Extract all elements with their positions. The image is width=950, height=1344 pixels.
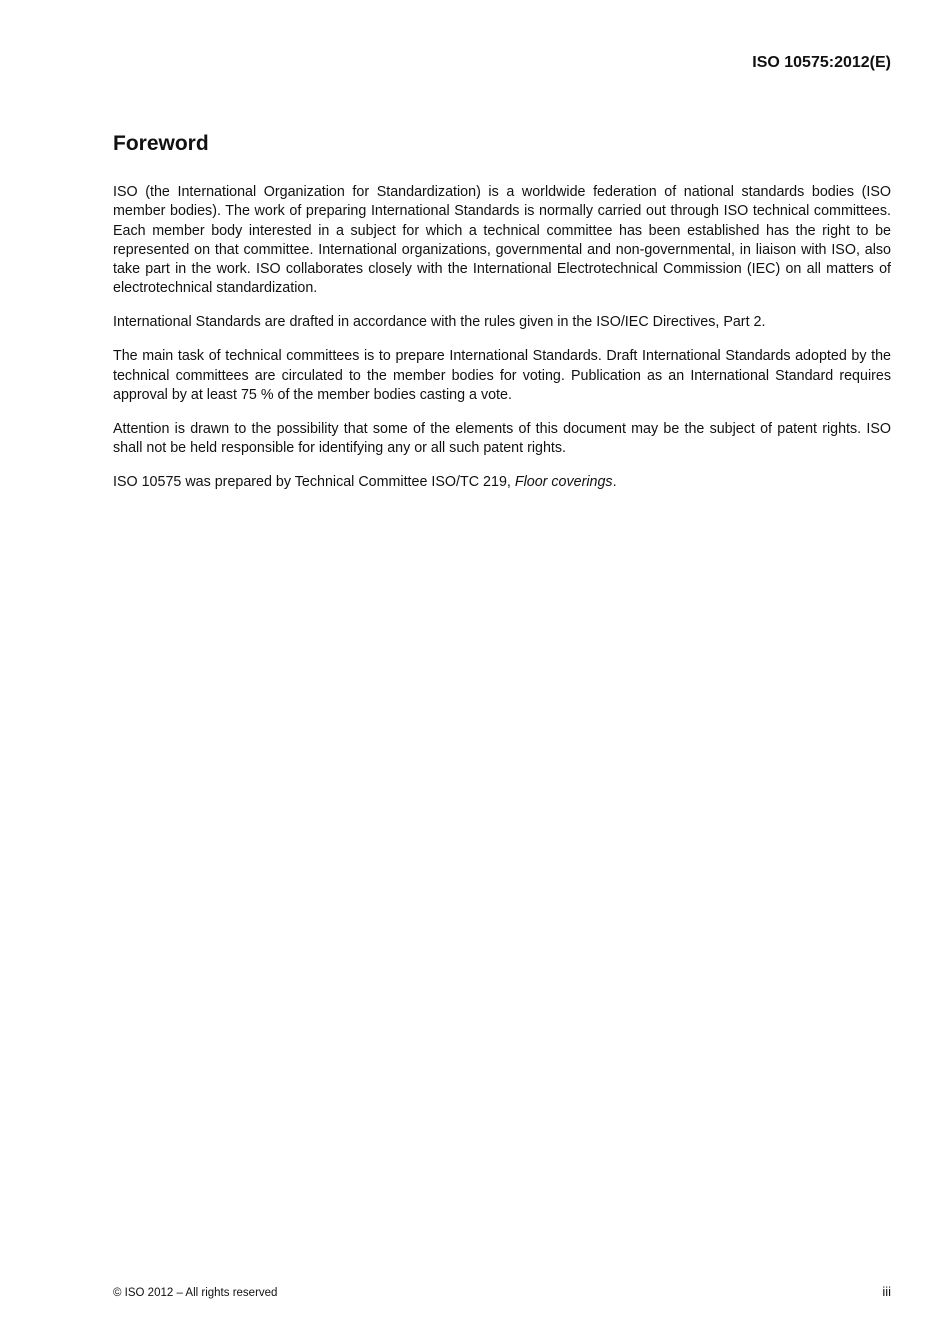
committee-title: Floor coverings — [514, 473, 613, 490]
section-title: Foreword — [113, 132, 209, 155]
page-number: iii — [882, 1284, 891, 1299]
prepared-by-text: ISO 10575 was prepared by Technical Committee ISO/TC 219, — [113, 473, 515, 490]
document-id: ISO 10575:2012(E) — [752, 54, 891, 71]
paragraph-prepared-by — [113, 473, 891, 492]
prepared-by-suffix: . — [612, 473, 617, 490]
foreword-body — [113, 183, 891, 507]
paragraph-directives: International Standards are drafted in accordance with the rules given in the ISO/IEC Directives, Part 2. — [113, 314, 766, 331]
paragraph-committee-task: The main task of technical committees is to prepare International Standards. Draft International Standards adopted by the technical committees are circulated to the member bodies for voting. Publication as an International Standard requires approval by at least 75 % of the member bodies casting a vote. — [113, 348, 891, 403]
paragraph-iso-overview: ISO (the International Organization for Standardization) is a worldwide federation of national standards bodies (ISO member bodies). The work of preparing International Standards is normally carried out through ISO technical committees. Each member body interested in a subject for which a technical committee has been established has the right to be represented on that committee. International organizations, governmental and non-governmental, in liaison with ISO, also take part in the work. ISO collaborates closely with the International Electrotechnical Commission (IEC) on all matters of electrotechnical standardization. — [113, 184, 891, 297]
copyright-notice: © ISO 2012 – All rights reserved — [113, 1287, 278, 1299]
paragraph-patent-notice: Attention is drawn to the possibility that some of the elements of this document may be the subject of patent rights. ISO shall not be held responsible for identifying any or all such patent rights. — [113, 420, 891, 457]
